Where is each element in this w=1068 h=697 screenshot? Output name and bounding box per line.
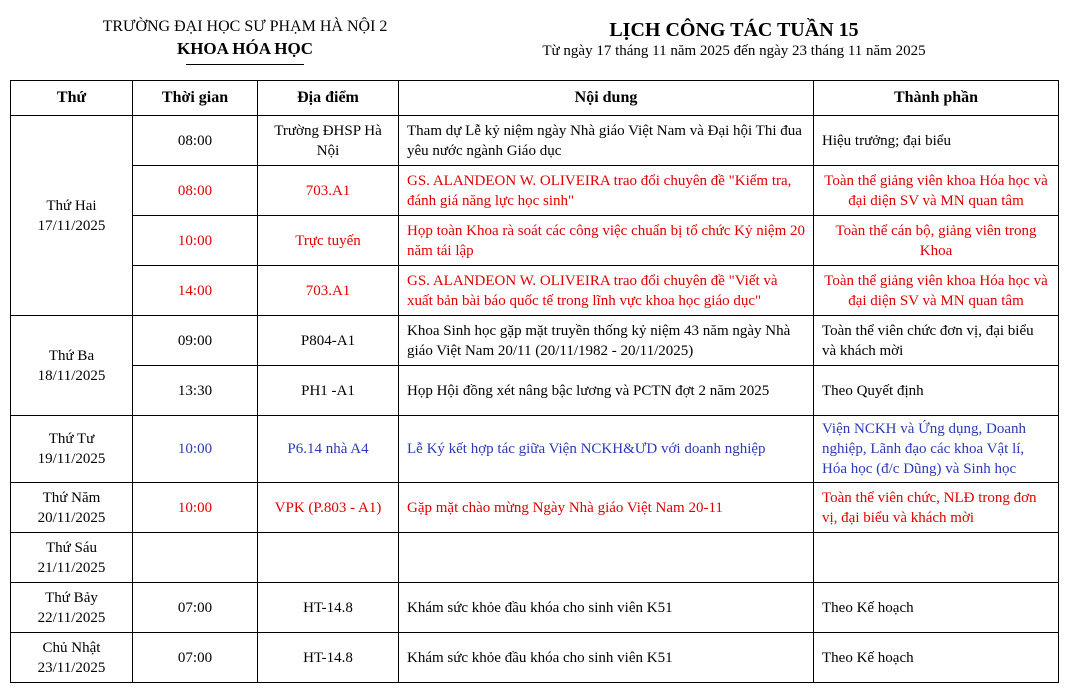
- participants-cell: Toàn thể viên chức đơn vị, đại biểu và khách mời: [814, 316, 1059, 366]
- table-row: [11, 583, 1059, 633]
- time-cell: 13:30: [133, 366, 258, 416]
- day-name: Thứ Tư: [48, 431, 95, 447]
- table-row: [11, 533, 1059, 583]
- location-cell: HT-14.8: [258, 583, 399, 633]
- location-cell: P804-A1: [258, 316, 399, 366]
- col-header-day: Thứ: [11, 81, 133, 116]
- location-cell-empty: [258, 533, 399, 583]
- participants-cell: Theo Quyết định: [814, 366, 1059, 416]
- table-row: [11, 166, 1059, 216]
- participants-cell-empty: [814, 533, 1059, 583]
- day-date: 18/11/2025: [37, 367, 106, 384]
- day-name: Thứ Ba: [48, 347, 95, 364]
- day-name: Thứ Bảy: [45, 589, 98, 606]
- location-cell: 703.A1: [258, 266, 399, 316]
- table-row: [11, 483, 1059, 533]
- location-cell: Trường ĐHSP Hà Nội: [258, 116, 399, 166]
- col-header-participants: Thành phần: [814, 81, 1059, 116]
- content-cell: Gặp mặt chào mừng Ngày Nhà giáo Việt Nam 20-11: [399, 483, 814, 533]
- time-cell-empty: [133, 533, 258, 583]
- table-header-row: [11, 81, 1059, 116]
- time-cell: 07:00: [133, 633, 258, 683]
- content-cell: Khám sức khỏe đầu khóa cho sinh viên K51: [399, 583, 814, 633]
- schedule-date-range: Từ ngày 17 tháng 11 năm 2025 đến ngày 23 tháng 11 năm 2025: [542, 43, 926, 59]
- location-cell: Trực tuyến: [258, 216, 399, 266]
- time-cell: 07:00: [133, 583, 258, 633]
- col-header-location: Địa điểm: [258, 81, 399, 116]
- day-date: 23/11/2025: [37, 659, 106, 676]
- day-date: 17/11/2025: [37, 217, 106, 234]
- table-row: [11, 116, 1059, 166]
- participants-cell: Viện NCKH và Ứng dụng, Doanh nghiệp, Lãnh đạo các khoa Vật lí, Hóa học (đ/c Dũng) và Sinh học: [814, 416, 1059, 483]
- content-cell: Họp toàn Khoa rà soát các công việc chuẩn bị tổ chức Kỷ niệm 20 năm tái lập: [399, 216, 814, 266]
- table-row: [11, 633, 1059, 683]
- time-cell: 10:00: [133, 216, 258, 266]
- day-date: 19/11/2025: [37, 451, 106, 467]
- location-cell: PH1 -A1: [258, 366, 399, 416]
- col-header-time: Thời gian: [133, 81, 258, 116]
- content-cell: Họp Hội đồng xét nâng bậc lương và PCTN đợt 2 năm 2025: [399, 366, 814, 416]
- location-cell: P6.14 nhà A4: [258, 416, 399, 483]
- participants-cell: Toàn thể cán bộ, giảng viên trong Khoa: [814, 216, 1059, 266]
- content-cell: Lễ Ký kết hợp tác giữa Viện NCKH&ƯD với doanh nghiệp: [399, 416, 814, 483]
- time-cell: 08:00: [133, 116, 258, 166]
- location-cell: VPK (P.803 - A1): [258, 483, 399, 533]
- content-cell: Khám sức khỏe đầu khóa cho sinh viên K51: [399, 633, 814, 683]
- time-cell: 08:00: [133, 166, 258, 216]
- header-right: [500, 18, 968, 60]
- table-row: [11, 316, 1059, 366]
- day-name: Chủ Nhật: [42, 639, 101, 656]
- day-cell-saturday: [11, 583, 133, 633]
- participants-cell: Toàn thể giảng viên khoa Hóa học và đại diện SV và MN quan tâm: [814, 266, 1059, 316]
- table-row: [11, 416, 1059, 483]
- day-cell-monday: [11, 116, 133, 316]
- day-cell-sunday: [11, 633, 133, 683]
- schedule-title: LỊCH CÔNG TÁC TUẦN 15: [609, 19, 859, 41]
- day-date: 22/11/2025: [37, 609, 106, 626]
- day-cell-tuesday: [11, 316, 133, 416]
- day-name: Thứ Sáu: [45, 539, 98, 556]
- day-name: Thứ Hai: [46, 197, 97, 214]
- university-name: TRƯỜNG ĐẠI HỌC SƯ PHẠM HÀ NỘI 2: [102, 18, 388, 35]
- time-cell: 09:00: [133, 316, 258, 366]
- content-cell: Khoa Sinh học gặp mặt truyền thống kỷ niệm 43 năm ngày Nhà giáo Việt Nam 20/11 (20/11/1982 - 20/11/2025): [399, 316, 814, 366]
- day-cell-wednesday: [11, 416, 133, 483]
- schedule-table: [10, 80, 1059, 683]
- faculty-underline: [186, 64, 304, 65]
- header-left: [60, 16, 430, 65]
- table-row: [11, 216, 1059, 266]
- participants-cell: Theo Kế hoạch: [814, 633, 1059, 683]
- day-cell-thursday: [11, 483, 133, 533]
- participants-cell: Hiệu trưởng; đại biểu: [814, 116, 1059, 166]
- content-cell-empty: [399, 533, 814, 583]
- faculty-name: KHOA HÓA HỌC: [176, 39, 314, 58]
- content-cell: GS. ALANDEON W. OLIVEIRA trao đổi chuyên đề "Kiểm tra, đánh giá năng lực học sinh": [399, 166, 814, 216]
- time-cell: 10:00: [133, 416, 258, 483]
- time-cell: 10:00: [133, 483, 258, 533]
- time-cell: 14:00: [133, 266, 258, 316]
- day-date: 21/11/2025: [37, 559, 106, 576]
- location-cell: HT-14.8: [258, 633, 399, 683]
- location-cell: 703.A1: [258, 166, 399, 216]
- participants-cell: Toàn thể giảng viên khoa Hóa học và đại diện SV và MN quan tâm: [814, 166, 1059, 216]
- participants-cell: Toàn thể viên chức, NLĐ trong đơn vị, đại biểu và khách mời: [814, 483, 1059, 533]
- participants-cell: Theo Kế hoạch: [814, 583, 1059, 633]
- table-row: [11, 366, 1059, 416]
- col-header-content: Nội dung: [399, 81, 814, 116]
- day-date: 20/11/2025: [37, 509, 106, 526]
- content-cell: Tham dự Lễ kỷ niệm ngày Nhà giáo Việt Nam và Đại hội Thi đua yêu nước ngành Giáo dục: [399, 116, 814, 166]
- table-row: [11, 266, 1059, 316]
- day-cell-friday: [11, 533, 133, 583]
- day-name: Thứ Năm: [42, 489, 101, 506]
- content-cell: GS. ALANDEON W. OLIVEIRA trao đổi chuyên đề "Viết và xuất bản bài báo quốc tế trong lĩnh vực khoa học giáo dục": [399, 266, 814, 316]
